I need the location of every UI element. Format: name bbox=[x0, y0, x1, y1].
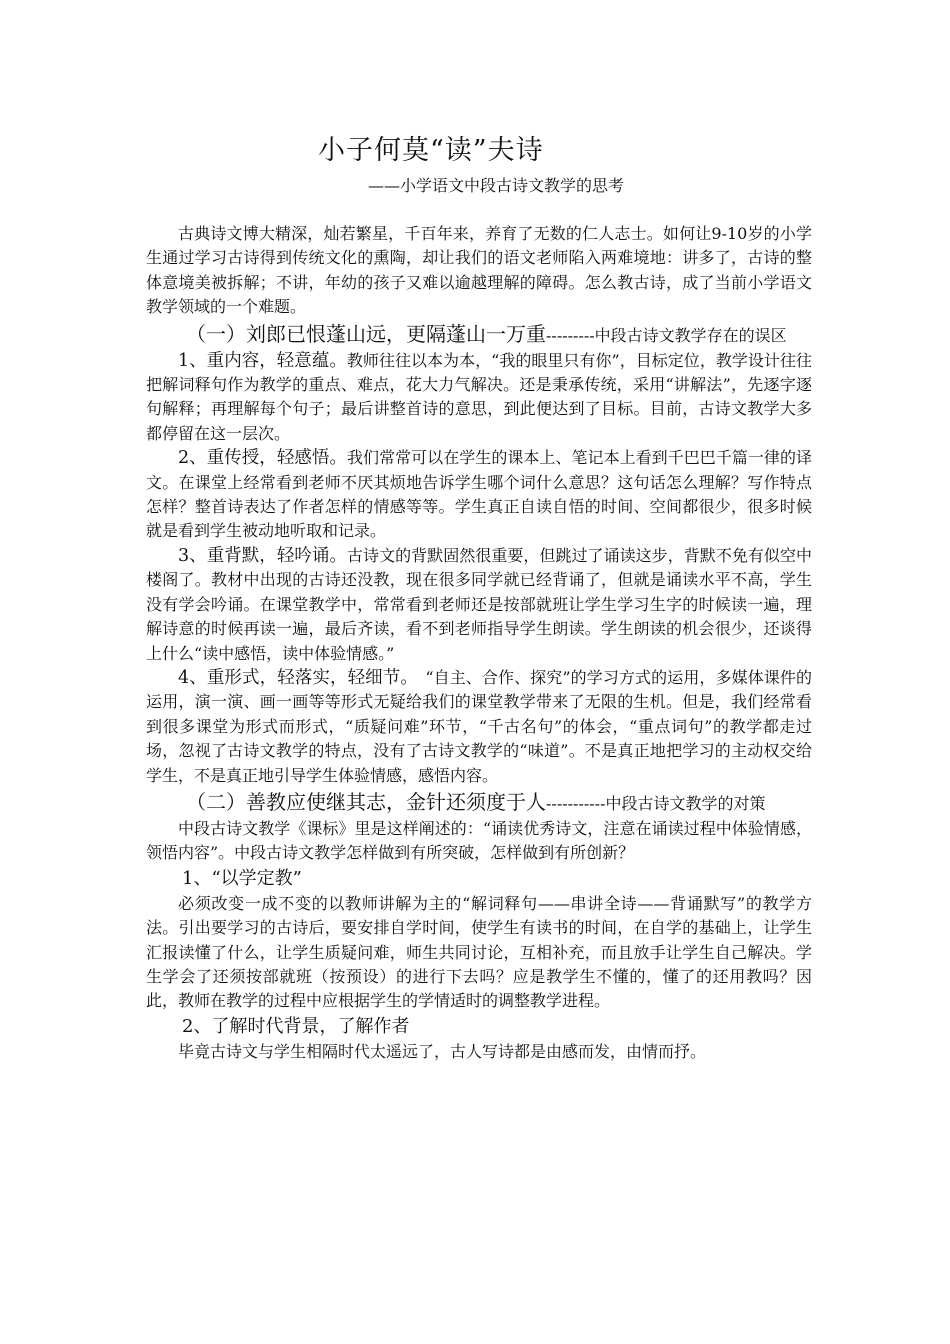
section-2-sub-1-heading: 1、“以学定教” bbox=[182, 867, 302, 889]
document-subtitle: ——小学语文中段古诗文教学的思考 bbox=[368, 176, 625, 195]
section-1-heading bbox=[146, 321, 812, 349]
section-1-item-4 bbox=[146, 666, 812, 788]
item-1-lead: 1、重内容，轻意蕴。 bbox=[178, 350, 347, 371]
section-1-heading-main: （一）刘郎已恨蓬山远，更隔蓬山一万重 bbox=[186, 321, 546, 346]
section-2-heading bbox=[146, 789, 812, 817]
section-1-heading-tail: ---------中段古诗文教学存在的误区 bbox=[546, 325, 787, 345]
section-2-sub-1-text: 必须改变一成不变的以教师讲解为主的“解词释句——串讲全诗——背诵默写”的教学方法。引出要学习的古诗后，要安排自学时间，使学生有读书的时间，在自学的基础上，让学生汇报读懂了什么，让学生质疑问难，师生共同讨论，互相补充，而且放手让学生自己解决。学生学会了还须按部就班（按预设）的进行下去吗？应是教学生不懂的，懂了的还用教吗？因此，教师在教学的过程中应根据学生的学情适时的调整教学进程。 bbox=[146, 893, 812, 1011]
document-title: 小子何莫“读”夫诗 bbox=[318, 135, 544, 166]
intro-paragraph: 古典诗文博大精深，灿若繁星，千百年来，养育了无数的仁人志士。如何让9-10岁的小学生通过学习古诗得到传统文化的熏陶，却让我们的语文老师陷入两难境地：讲多了，古诗的整体意境美被拆解；不讲，年幼的孩子又难以逾越理解的障碍。怎么教古诗，成了当前小学语文教学领域的一个难题。 bbox=[146, 224, 812, 317]
section-1-item-2 bbox=[146, 446, 812, 544]
section-1-item-1 bbox=[146, 349, 812, 447]
item-1-text: 教师往往以本为本，“我的眼里只有你”，目标定位，教学设计往往把解词释句作为教学的重点、难点，花大力气解决。还是秉承传统，采用“讲解法”，先逐字逐句解释；再理解每个句子；最后讲整首诗的意思，到此便达到了目标。目前，古诗文教学大多都停留在这一层次。 bbox=[146, 350, 812, 443]
item-4-text: “自主、合作、探究”的学习方式的运用，多媒体课件的运用，演一演、画一画等等形式无疑给我们的课堂教学带来了无限的生机。但是，我们经常看到很多课堂为形式而形式，“质疑问难”环节，“千古名句”的体会，“重点词句”的教学都走过场，忽视了古诗文教学的特点，没有了古诗文教学的“味道”。不是真正地把学习的主动权交给学生，不是真正地引导学生体验情感，感悟内容。 bbox=[146, 667, 812, 785]
item-2-lead: 2、重传授，轻感悟。 bbox=[178, 448, 347, 469]
item-3-text: 古诗文的背默固然很重要，但跳过了诵读这步，背默不免有似空中楼阁了。教材中出现的古诗还没教，现在很多同学就已经背诵了，但就是诵读水平不高，学生没有学会吟诵。在课堂教学中，常常看到老师还是按部就班让学生学习生字的时候读一遍，理解诗意的时候再读一遍，最后齐读，看不到老师指导学生朗读。学生朗读的机会很少，还谈得上什么“读中感悟，读中体验情感。” bbox=[146, 545, 812, 663]
section-2-heading-main: （二）善教应使继其志，金针还须度于人 bbox=[186, 789, 546, 814]
item-4-lead: 4、重形式，轻落实，轻细节。 bbox=[178, 667, 410, 688]
document-body bbox=[146, 222, 812, 1064]
item-3-lead: 3、重背默，轻吟诵。 bbox=[178, 545, 347, 566]
section-2-sub-2-heading: 2、了解时代背景，了解作者 bbox=[182, 1015, 410, 1037]
item-2-text: 我们常常可以在学生的课本上、笔记本上看到千巴巴千篇一律的译文。在课堂上经常看到老师不厌其烦地告诉学生哪个词什么意思？这句话怎么理解？写作特点怎样？整首诗表达了作者怎样的情感等等。学生真正自读自悟的时间、空间都很少，很多时候就是看到学生被动地听取和记录。 bbox=[146, 448, 812, 541]
section-1-item-3 bbox=[146, 544, 812, 666]
section-2-heading-tail: -----------中段古诗文教学的对策 bbox=[546, 793, 766, 813]
section-2-sub-2-text: 毕竟古诗文与学生相隔时代太遥远了，古人写诗都是由感而发，由情而抒。 bbox=[178, 1041, 707, 1061]
section-2-intro: 中段古诗文教学《课标》里是这样阐述的：“诵读优秀诗文，注意在诵读过程中体验情感，领悟内容”。中段古诗文教学怎样做到有所突破，怎样做到有所创新？ bbox=[146, 818, 812, 863]
